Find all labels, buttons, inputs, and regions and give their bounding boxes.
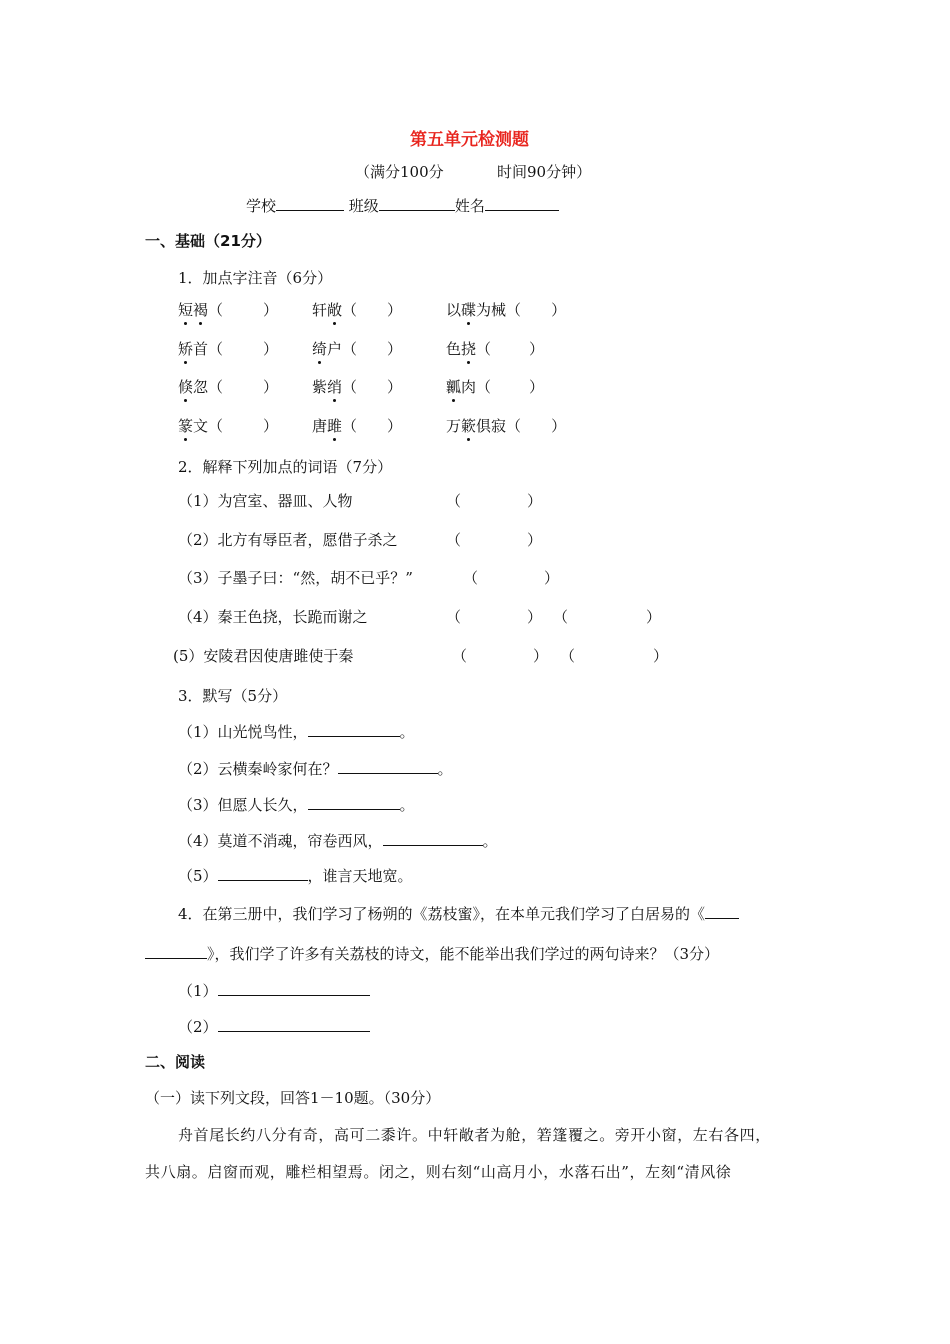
q4-blank-2[interactable] [218, 1017, 370, 1032]
q2-line-2: （2）北方有辱臣者，愿借子杀之 [178, 531, 398, 549]
name-label: 姓名 [454, 197, 485, 215]
question-1-title: 1．加点字注音（6分） [178, 269, 333, 287]
q4-blank-title-a[interactable] [705, 904, 739, 919]
q4-blank-title-b[interactable] [145, 944, 207, 959]
section-2-heading: 二、阅读 [145, 1053, 206, 1071]
passage-line-1: 舟首尾长约八分有奇，高可二黍许。中轩敞者为舱，箬篷覆之。旁开小窗，左右各四， [178, 1126, 771, 1144]
q2-answer-3[interactable]: （ ） [463, 569, 560, 587]
pinyin-item: 篆文（ ） [178, 417, 279, 435]
q3-line-3: （3）但愿人长久， 。 [178, 796, 415, 814]
school-label: 学校 [246, 197, 277, 215]
student-info-row [246, 196, 559, 216]
q4-answer-1: （1） [178, 981, 370, 1001]
q3-line-4: （4）莫道不消魂，帘卷西风， 。 [178, 832, 498, 850]
q3-blank-2[interactable] [338, 759, 438, 774]
section-1-heading: 一、基础（21分） [145, 232, 271, 250]
pinyin-item: 紫绡（ ） [312, 378, 403, 396]
q3-line-2: （2）云横秦岭家何在？ 。 [178, 760, 453, 778]
q3-line-5: （5） ，谁言天地宽。 [178, 867, 413, 885]
q3-line-1: （1）山光悦鸟性， 。 [178, 723, 415, 741]
class-label: 班级 [348, 197, 379, 215]
q2-line-3: （3）子墨子曰：“然，胡不已乎？” [178, 569, 413, 587]
class-blank[interactable] [379, 196, 455, 211]
q4-blank-1[interactable] [218, 981, 370, 996]
q3-blank-3[interactable] [308, 795, 400, 810]
q2-line-5: (5）安陵君因使唐雎使于秦 [173, 647, 354, 665]
q2-answer-4b[interactable]: （ ） [553, 608, 662, 626]
pinyin-item: 轩敞（ ） [312, 301, 403, 319]
q2-answer-5b[interactable]: （ ） [560, 647, 669, 665]
time-limit-note: 时间90分钟） [497, 163, 592, 181]
page-title: 第五单元检测题 [410, 130, 529, 150]
q4-line-2: 》，我们学了许多有关荔枝的诗文，能不能举出我们学过的两句诗来？（3分） [145, 944, 719, 964]
q4-line-1: 4．在第三册中，我们学习了杨朔的《荔枝蜜》，在本单元我们学习了白居易的《 [178, 904, 739, 924]
pinyin-item: 色挠（ ） [446, 340, 545, 358]
question-3-title: 3．默写（5分） [178, 687, 288, 705]
q2-answer-5a[interactable]: （ ） [452, 647, 549, 665]
q2-line-4: （4）秦王色挠，长跪而谢之 [178, 608, 368, 626]
q2-answer-4a[interactable]: （ ） [446, 608, 543, 626]
name-blank[interactable] [485, 196, 559, 211]
pinyin-item: 瓤肉（ ） [446, 378, 545, 396]
pinyin-item: 绮户（ ） [312, 340, 403, 358]
q2-answer-1[interactable]: （ ） [446, 492, 543, 510]
pinyin-item: 唐雎（ ） [312, 417, 403, 435]
pinyin-item: 矫首（ ） [178, 340, 279, 358]
passage-line-2: 共八扇。启窗而观，雕栏相望焉。闭之，则右刻“山高月小，水落石出”，左刻“清风徐 [145, 1163, 732, 1181]
q3-blank-1[interactable] [308, 722, 400, 737]
pinyin-item: 倏忽（ ） [178, 378, 279, 396]
q2-line-1: （1）为宫室、器皿、人物 [178, 492, 353, 510]
reading-intro: （一）读下列文段，回答1－10题。（30分） [145, 1089, 441, 1107]
school-blank[interactable] [276, 196, 344, 211]
q2-answer-2[interactable]: （ ） [446, 531, 543, 549]
pinyin-item: 短褐（ ） [178, 301, 279, 319]
question-2-title: 2．解释下列加点的词语（7分） [178, 458, 393, 476]
q3-blank-5[interactable] [218, 866, 308, 881]
q4-answer-2: （2） [178, 1017, 370, 1037]
full-score-note: （满分100分 [355, 163, 444, 181]
q3-blank-4[interactable] [383, 831, 483, 846]
pinyin-item: 以碟为械（ ） [446, 301, 567, 319]
pinyin-item: 万簌俱寂（ ） [446, 417, 567, 435]
